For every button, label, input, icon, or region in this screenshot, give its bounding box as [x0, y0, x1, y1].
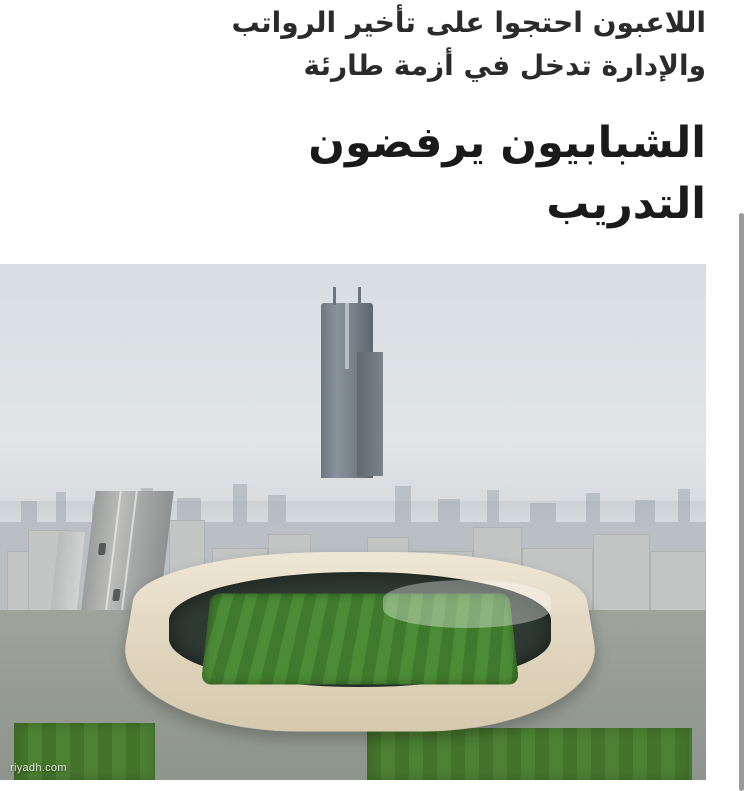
hero-illustration: [0, 264, 706, 780]
page-title: [40, 113, 706, 235]
article-hero-image: [0, 264, 706, 780]
training-pitch-right: [367, 728, 692, 780]
kicker-line-2: والإدارة تدخل في أزمة طارئة: [303, 48, 706, 82]
kicker-line-1: اللاعبون احتجوا على تأخير الرواتب: [231, 6, 706, 39]
article-kicker: [40, 0, 706, 87]
image-watermark: riyadh.com: [10, 761, 67, 774]
headline-line-1: الشبابيون يرفضون: [308, 118, 706, 169]
stadium: [127, 543, 593, 729]
page-scrollbar[interactable]: [739, 213, 744, 791]
stadium-stand-highlight: [383, 580, 551, 628]
headline-line-2: التدريب: [546, 179, 706, 230]
tower-notch: [345, 303, 349, 370]
